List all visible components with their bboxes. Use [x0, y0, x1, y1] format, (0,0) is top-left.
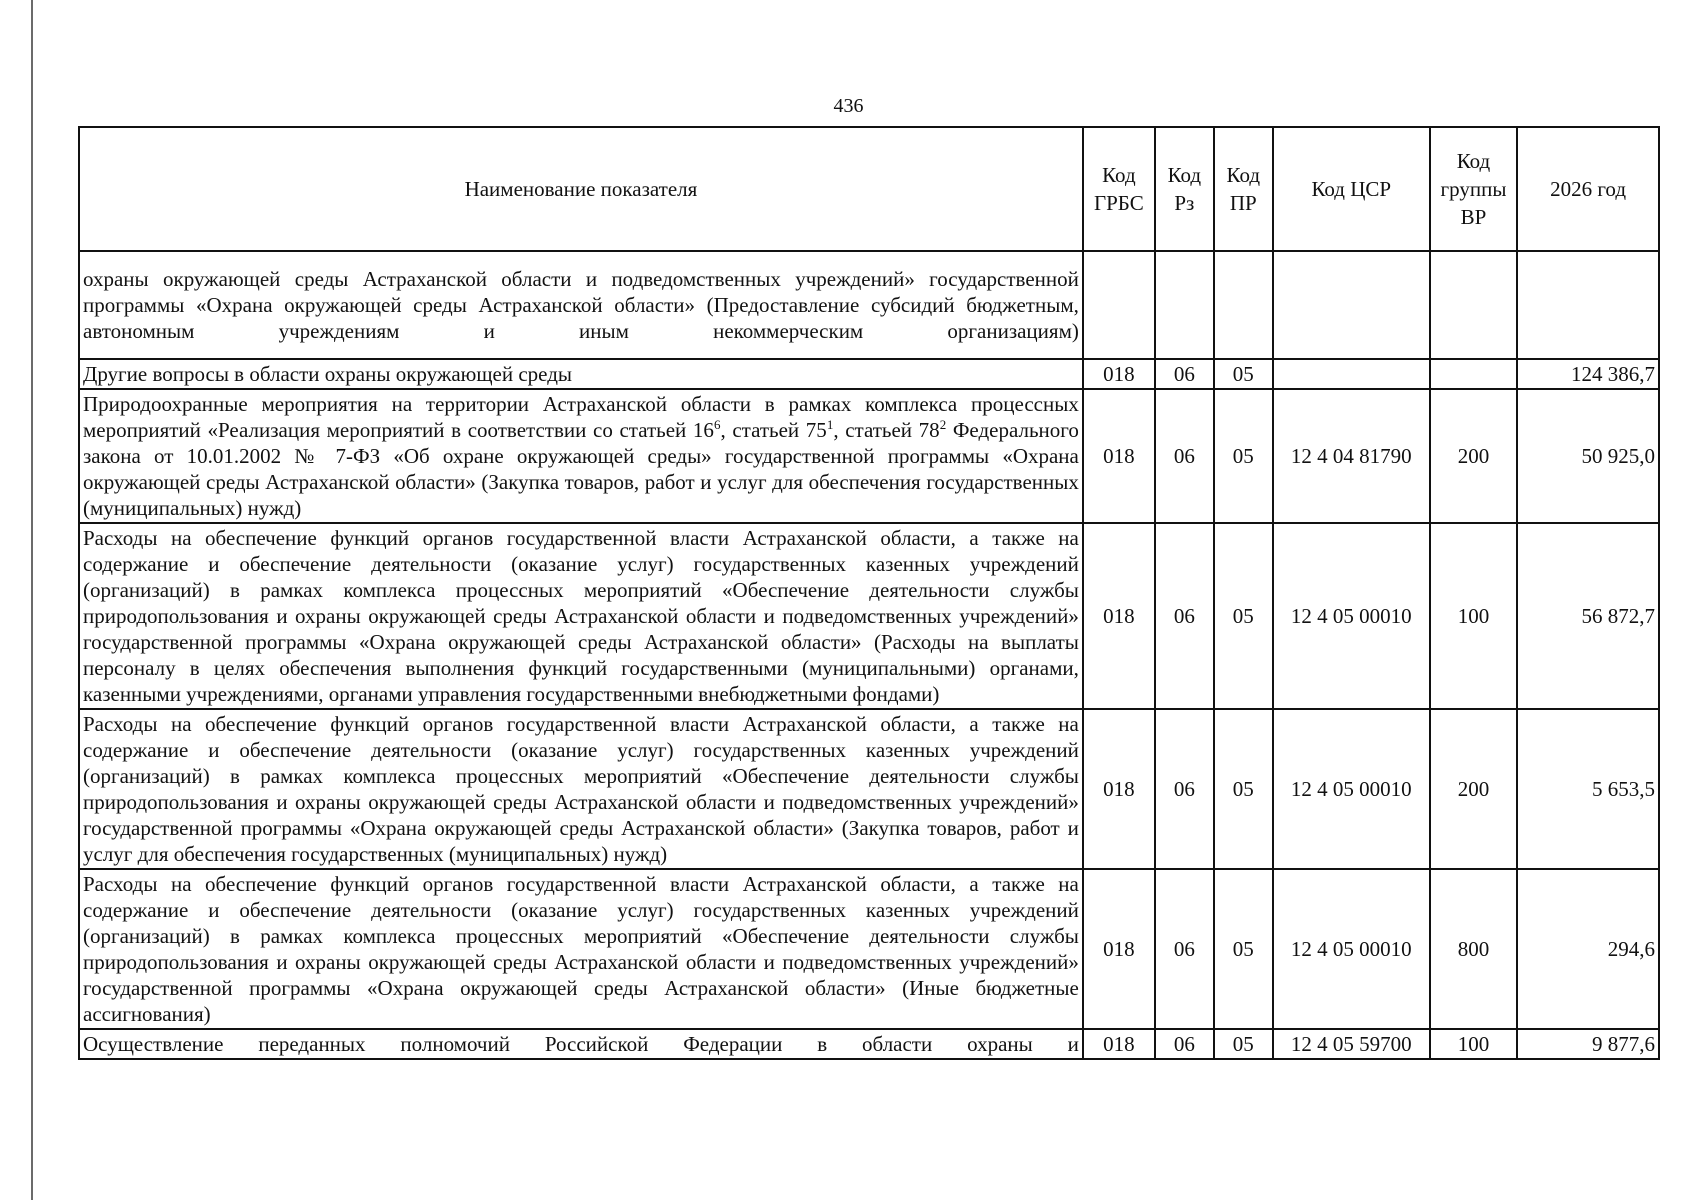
- row-pr: 05: [1214, 389, 1273, 523]
- row-grbs: 018: [1083, 359, 1155, 389]
- header-vr: Код группы ВР: [1430, 127, 1517, 251]
- row-rz: 06: [1155, 523, 1214, 709]
- table-row: [79, 709, 1659, 869]
- header-grbs: Код ГРБС: [1083, 127, 1155, 251]
- row-pr: [1214, 251, 1273, 359]
- row-csr: 12 4 05 00010: [1273, 869, 1430, 1029]
- row-pr: 05: [1214, 709, 1273, 869]
- row-grbs: 018: [1083, 869, 1155, 1029]
- row-name: Расходы на обеспечение функций органов государственной власти Астраханской области, а также на содержание и обеспечение деятельности (оказание услуг) государственных казенных учреждений (организаций) в рамках комплекса процессных мероприятий «Обеспечение деятельности службы природопользования и охраны окружающей среды Астраханской области и подведомственных учреждений» государственной программы «Охрана окружающей среды Астраханской области» (Расходы на выплаты персоналу в целях обеспечения выполнения функций государственными (муниципальными) органами, казенными учреждениями, органами управления государственными внебюджетными фондами): [79, 523, 1083, 709]
- row-name: Осуществление переданных полномочий Российской Федерации в области охраны и: [79, 1029, 1083, 1059]
- row-rz: 06: [1155, 709, 1214, 869]
- row-name-text: Федерального закона от 10.01.2002 № 7-ФЗ «Об охране окружающей среды» государственной программы «Охрана окружающей среды Астраханской области» (Закупка товаров, работ и услуг для обеспечения государственных (муниципальных) нужд): [83, 418, 1079, 520]
- row-name-text: Природоохранные мероприятия на территории Астраханской области в рамках комплекса процессных мероприятий «Реализация мероприятий в соответствии со статьей 16: [83, 392, 1079, 442]
- table-row: [79, 869, 1659, 1029]
- row-csr: [1273, 359, 1430, 389]
- header-name: Наименование показателя: [79, 127, 1083, 251]
- row-amount: [1517, 251, 1659, 359]
- row-csr: 12 4 04 81790: [1273, 389, 1430, 523]
- row-amount: 50 925,0: [1517, 389, 1659, 523]
- row-pr: 05: [1214, 523, 1273, 709]
- row-name: охраны окружающей среды Астраханской области и подведомственных учреждений» государственной программы «Охрана окружающей среды Астраханской области» (Предоставление субсидий бюджетным, автономным учреждениям и иным некоммерческим организациям): [79, 251, 1083, 359]
- row-name: Другие вопросы в области охраны окружающей среды: [79, 359, 1083, 389]
- header-pr: Код ПР: [1214, 127, 1273, 251]
- row-vr: 200: [1430, 709, 1517, 869]
- superscript: 2: [939, 417, 947, 432]
- row-csr: 12 4 05 00010: [1273, 709, 1430, 869]
- table-row: [79, 523, 1659, 709]
- row-grbs: 018: [1083, 389, 1155, 523]
- row-name: [79, 389, 1083, 523]
- table-row: [79, 359, 1659, 389]
- row-csr: 12 4 05 59700: [1273, 1029, 1430, 1059]
- row-pr: 05: [1214, 359, 1273, 389]
- table-header-row: [79, 127, 1659, 251]
- row-vr: 100: [1430, 523, 1517, 709]
- table-row: [79, 1029, 1659, 1059]
- row-vr: [1430, 251, 1517, 359]
- row-csr: 12 4 05 00010: [1273, 523, 1430, 709]
- row-pr: 05: [1214, 1029, 1273, 1059]
- row-csr: [1273, 251, 1430, 359]
- header-csr: Код ЦСР: [1273, 127, 1430, 251]
- row-name-text: , статьей 78: [833, 418, 940, 442]
- row-amount: 5 653,5: [1517, 709, 1659, 869]
- row-rz: 06: [1155, 869, 1214, 1029]
- row-name: Расходы на обеспечение функций органов государственной власти Астраханской области, а также на содержание и обеспечение деятельности (оказание услуг) государственных казенных учреждений (организаций) в рамках комплекса процессных мероприятий «Обеспечение деятельности службы природопользования и охраны окружающей среды Астраханской области и подведомственных учреждений» государственной программы «Охрана окружающей среды Астраханской области» (Закупка товаров, работ и услуг для обеспечения государственных (муниципальных) нужд): [79, 709, 1083, 869]
- row-rz: 06: [1155, 1029, 1214, 1059]
- row-vr: 100: [1430, 1029, 1517, 1059]
- row-rz: 06: [1155, 359, 1214, 389]
- page-number: 436: [833, 95, 864, 117]
- row-pr: 05: [1214, 869, 1273, 1029]
- header-rz: Код Рз: [1155, 127, 1214, 251]
- row-name: Расходы на обеспечение функций органов государственной власти Астраханской области, а также на содержание и обеспечение деятельности (оказание услуг) государственных казенных учреждений (организаций) в рамках комплекса процессных мероприятий «Обеспечение деятельности службы природопользования и охраны окружающей среды Астраханской области и подведомственных учреждений» государственной программы «Охрана окружающей среды Астраханской области» (Иные бюджетные ассигнования): [79, 869, 1083, 1029]
- header-year: 2026 год: [1517, 127, 1659, 251]
- table-row: [79, 251, 1659, 359]
- table-row: [79, 389, 1659, 523]
- scan-margin-line: [31, 0, 33, 1200]
- row-amount: 56 872,7: [1517, 523, 1659, 709]
- superscript: 1: [826, 417, 834, 432]
- row-vr: [1430, 359, 1517, 389]
- row-amount: 9 877,6: [1517, 1029, 1659, 1059]
- row-grbs: 018: [1083, 709, 1155, 869]
- row-amount: 294,6: [1517, 869, 1659, 1029]
- row-grbs: [1083, 251, 1155, 359]
- row-vr: 800: [1430, 869, 1517, 1029]
- row-grbs: 018: [1083, 523, 1155, 709]
- row-name-text: , статьей 75: [720, 418, 827, 442]
- row-grbs: 018: [1083, 1029, 1155, 1059]
- row-rz: [1155, 251, 1214, 359]
- row-rz: 06: [1155, 389, 1214, 523]
- budget-table: [78, 126, 1660, 1060]
- row-vr: 200: [1430, 389, 1517, 523]
- row-amount: 124 386,7: [1517, 359, 1659, 389]
- superscript: 6: [713, 417, 721, 432]
